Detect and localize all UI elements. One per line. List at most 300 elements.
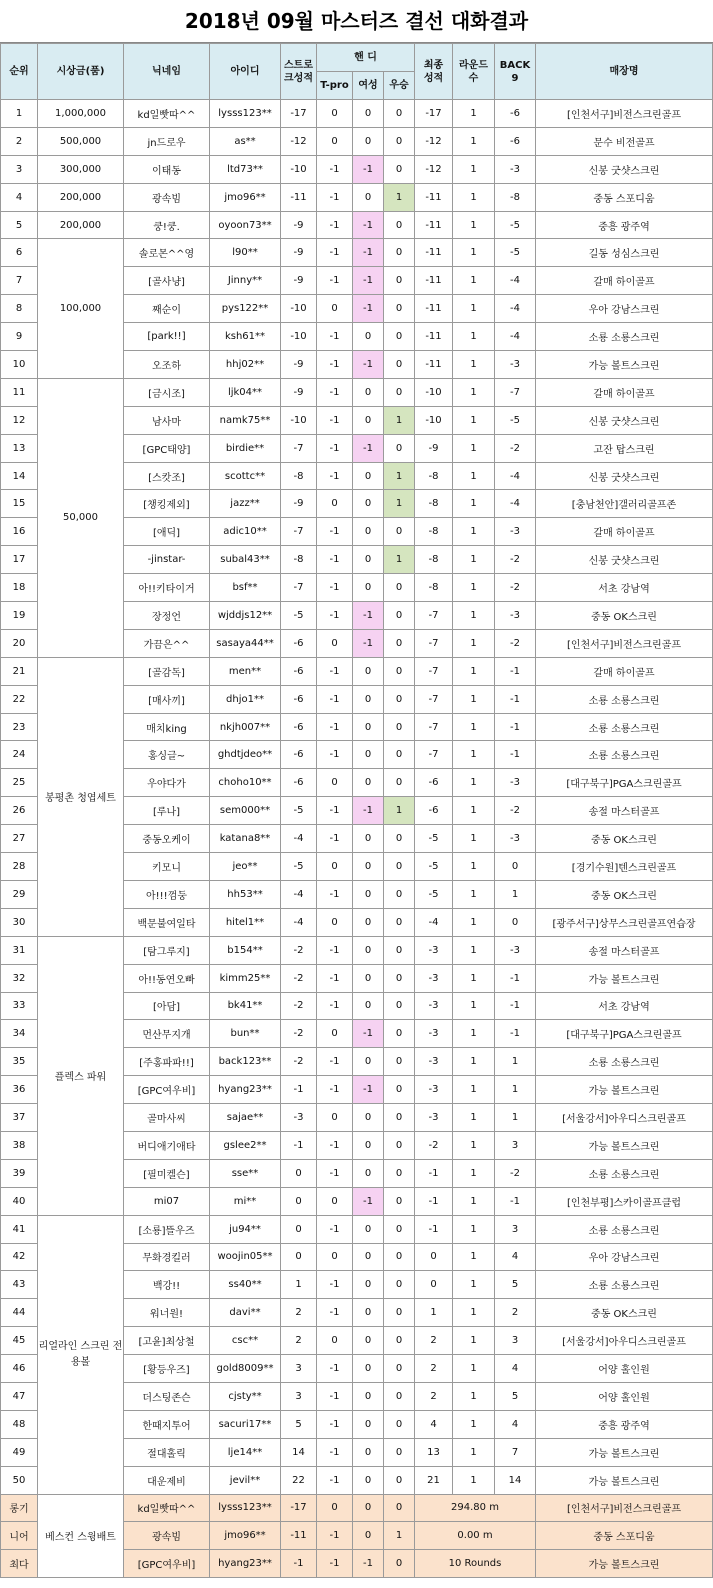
tpro-cell: -1 xyxy=(317,351,353,379)
winner-cell: 0 xyxy=(384,1355,415,1383)
id-cell: ljk04** xyxy=(210,378,281,406)
rounds-cell: 1 xyxy=(453,1020,495,1048)
nickname-cell: 더스팅존슨 xyxy=(124,1382,210,1410)
winner-cell: 0 xyxy=(384,378,415,406)
rank-cell: 13 xyxy=(1,434,38,462)
header-handicap: 핸 디 xyxy=(317,44,415,72)
stroke-cell: -10 xyxy=(281,406,317,434)
header-stroke xyxy=(281,44,317,100)
rounds-cell: 1 xyxy=(453,602,495,630)
header-stroke-line2: 크성적 xyxy=(284,72,313,84)
nickname-cell: [필미켈슨] xyxy=(124,1159,210,1187)
award-winner-cell: 1 xyxy=(384,1522,415,1550)
stroke-cell: -5 xyxy=(281,853,317,881)
female-cell: -1 xyxy=(353,602,384,630)
rounds-cell: 1 xyxy=(453,825,495,853)
winner-cell: 0 xyxy=(384,295,415,323)
id-cell: ss40** xyxy=(210,1271,281,1299)
female-cell: -1 xyxy=(353,1076,384,1104)
tpro-cell: -1 xyxy=(317,323,353,351)
header-female: 여성 xyxy=(353,72,384,100)
id-cell: sem000** xyxy=(210,797,281,825)
winner-cell: 0 xyxy=(384,211,415,239)
rank-cell: 45 xyxy=(1,1327,38,1355)
tpro-cell: -1 xyxy=(317,183,353,211)
winner-cell: 1 xyxy=(384,183,415,211)
back9-cell: -8 xyxy=(495,183,536,211)
back9-cell: -1 xyxy=(495,685,536,713)
female-cell: 0 xyxy=(353,574,384,602)
female-cell: 0 xyxy=(353,713,384,741)
final-cell: -11 xyxy=(415,351,453,379)
rounds-cell: 1 xyxy=(453,1299,495,1327)
rank-cell: 23 xyxy=(1,713,38,741)
winner-cell: 0 xyxy=(384,323,415,351)
back9-cell: -1 xyxy=(495,992,536,1020)
stroke-cell: 1 xyxy=(281,1271,317,1299)
id-cell: gslee2** xyxy=(210,1131,281,1159)
store-cell: 서초 강남역 xyxy=(536,992,713,1020)
id-cell: sasaya44** xyxy=(210,629,281,657)
award-nickname-cell: 광속빔 xyxy=(124,1522,210,1550)
stroke-cell: -5 xyxy=(281,797,317,825)
tpro-cell: -1 xyxy=(317,992,353,1020)
back9-cell: -1 xyxy=(495,713,536,741)
header-back9 xyxy=(495,44,536,100)
back9-cell: 1 xyxy=(495,1104,536,1132)
rank-cell: 29 xyxy=(1,880,38,908)
id-cell: men** xyxy=(210,657,281,685)
store-cell: 중동 OK스크린 xyxy=(536,880,713,908)
back9-cell: -3 xyxy=(495,155,536,183)
winner-cell: 0 xyxy=(384,1131,415,1159)
back9-cell: -4 xyxy=(495,462,536,490)
rank-cell: 7 xyxy=(1,267,38,295)
rounds-cell: 1 xyxy=(453,769,495,797)
store-cell: 가능 볼트스크린 xyxy=(536,351,713,379)
female-cell: 0 xyxy=(353,1327,384,1355)
rank-cell: 10 xyxy=(1,351,38,379)
store-cell: [충남천안]갤러리골프존 xyxy=(536,490,713,518)
id-cell: b154** xyxy=(210,936,281,964)
tpro-cell: -1 xyxy=(317,267,353,295)
nickname-cell: 백문불여일타 xyxy=(124,908,210,936)
store-cell: 가능 볼트스크린 xyxy=(536,1131,713,1159)
header-final xyxy=(415,44,453,100)
rounds-cell: 1 xyxy=(453,1355,495,1383)
back9-cell: 2 xyxy=(495,1299,536,1327)
final-cell: -11 xyxy=(415,267,453,295)
award-row xyxy=(1,1494,713,1522)
tpro-cell: -1 xyxy=(317,1271,353,1299)
header-rounds xyxy=(453,44,495,100)
final-cell: 21 xyxy=(415,1466,453,1494)
store-cell: 어양 홀인원 xyxy=(536,1355,713,1383)
nickname-cell: 아!!동연오빠 xyxy=(124,964,210,992)
id-cell: csc** xyxy=(210,1327,281,1355)
back9-cell: -3 xyxy=(495,602,536,630)
female-cell: -1 xyxy=(353,155,384,183)
rank-cell: 28 xyxy=(1,853,38,881)
id-cell: ltd73** xyxy=(210,155,281,183)
stroke-cell: -9 xyxy=(281,378,317,406)
female-cell: 0 xyxy=(353,769,384,797)
rank-cell: 3 xyxy=(1,155,38,183)
rounds-cell: 1 xyxy=(453,1131,495,1159)
id-cell: l90** xyxy=(210,239,281,267)
store-cell: 소룡 소룡스크린 xyxy=(536,713,713,741)
nickname-cell: mi07 xyxy=(124,1187,210,1215)
header-id: 아이디 xyxy=(210,44,281,100)
rounds-cell: 1 xyxy=(453,462,495,490)
rounds-cell: 1 xyxy=(453,378,495,406)
id-cell: jmo96** xyxy=(210,183,281,211)
back9-cell: -1 xyxy=(495,964,536,992)
female-cell: 0 xyxy=(353,127,384,155)
rank-cell: 31 xyxy=(1,936,38,964)
female-cell: 0 xyxy=(353,741,384,769)
winner-cell: 0 xyxy=(384,1466,415,1494)
stroke-cell: -8 xyxy=(281,462,317,490)
final-cell: -3 xyxy=(415,1104,453,1132)
back9-cell: -4 xyxy=(495,267,536,295)
nickname-cell: [금시조] xyxy=(124,378,210,406)
rank-cell: 37 xyxy=(1,1104,38,1132)
store-cell: 어양 홀인원 xyxy=(536,1382,713,1410)
final-cell: -5 xyxy=(415,853,453,881)
rank-cell: 32 xyxy=(1,964,38,992)
female-cell: -1 xyxy=(353,211,384,239)
final-cell: -6 xyxy=(415,797,453,825)
winner-cell: 0 xyxy=(384,713,415,741)
table-row xyxy=(1,1215,713,1243)
tpro-cell: -1 xyxy=(317,936,353,964)
final-cell: 2 xyxy=(415,1355,453,1383)
female-cell: -1 xyxy=(353,1020,384,1048)
female-cell: 0 xyxy=(353,657,384,685)
final-cell: -3 xyxy=(415,964,453,992)
award-tpro-cell: -1 xyxy=(317,1550,353,1578)
store-cell: 가능 볼트스크린 xyxy=(536,1438,713,1466)
rank-cell: 5 xyxy=(1,211,38,239)
rank-cell: 6 xyxy=(1,239,38,267)
award-female-cell: -1 xyxy=(353,1550,384,1578)
winner-cell: 0 xyxy=(384,267,415,295)
final-cell: -8 xyxy=(415,574,453,602)
prize-cell: 100,000 xyxy=(38,239,124,378)
nickname-cell: 쿵!쿵. xyxy=(124,211,210,239)
tpro-cell: 0 xyxy=(317,629,353,657)
id-cell: as** xyxy=(210,127,281,155)
stroke-cell: -2 xyxy=(281,1048,317,1076)
header-stroke-line1: 스트로 xyxy=(284,59,313,71)
tpro-cell: 0 xyxy=(317,1020,353,1048)
id-cell: jazz** xyxy=(210,490,281,518)
award-id-cell: lysss123** xyxy=(210,1494,281,1522)
winner-cell: 0 xyxy=(384,1215,415,1243)
nickname-cell: jn드로우 xyxy=(124,127,210,155)
stroke-cell: -12 xyxy=(281,127,317,155)
nickname-cell: 광속빔 xyxy=(124,183,210,211)
nickname-cell: 중동오케이 xyxy=(124,825,210,853)
winner-cell: 0 xyxy=(384,992,415,1020)
female-cell: 0 xyxy=(353,518,384,546)
final-cell: 13 xyxy=(415,1438,453,1466)
stroke-cell: -1 xyxy=(281,1076,317,1104)
results-table xyxy=(0,43,713,1578)
id-cell: lysss123** xyxy=(210,100,281,128)
back9-cell: -4 xyxy=(495,490,536,518)
nickname-cell: [루나] xyxy=(124,797,210,825)
award-tpro-cell: 0 xyxy=(317,1494,353,1522)
store-cell: [인천부평]스카이골프클럽 xyxy=(536,1187,713,1215)
final-cell: -3 xyxy=(415,1076,453,1104)
rounds-cell: 1 xyxy=(453,1466,495,1494)
rounds-cell: 1 xyxy=(453,1076,495,1104)
stroke-cell: -11 xyxy=(281,183,317,211)
nickname-cell: -jinstar- xyxy=(124,546,210,574)
stroke-cell: -9 xyxy=(281,239,317,267)
stroke-cell: -1 xyxy=(281,1131,317,1159)
id-cell: oyoon73** xyxy=(210,211,281,239)
page-title: 2018년 09월 마스터즈 결선 대화결과 xyxy=(0,0,713,43)
id-cell: bun** xyxy=(210,1020,281,1048)
table-row xyxy=(1,936,713,964)
id-cell: ksh61** xyxy=(210,323,281,351)
rank-cell: 42 xyxy=(1,1243,38,1271)
final-cell: -17 xyxy=(415,100,453,128)
rounds-cell: 1 xyxy=(453,351,495,379)
store-cell: 송절 마스터골프 xyxy=(536,797,713,825)
final-cell: -12 xyxy=(415,155,453,183)
female-cell: 0 xyxy=(353,1131,384,1159)
female-cell: 0 xyxy=(353,1215,384,1243)
table-row xyxy=(1,183,713,211)
rounds-cell: 1 xyxy=(453,1410,495,1438)
final-cell: -5 xyxy=(415,880,453,908)
store-cell: 서초 강남역 xyxy=(536,574,713,602)
stroke-cell: -10 xyxy=(281,323,317,351)
rank-cell: 50 xyxy=(1,1466,38,1494)
id-cell: birdie** xyxy=(210,434,281,462)
rank-cell: 14 xyxy=(1,462,38,490)
stroke-cell: 0 xyxy=(281,1187,317,1215)
prize-cell: 50,000 xyxy=(38,378,124,657)
stroke-cell: 0 xyxy=(281,1243,317,1271)
stroke-cell: -2 xyxy=(281,964,317,992)
back9-cell: 4 xyxy=(495,1410,536,1438)
store-cell: 신봉 굿샷스크린 xyxy=(536,155,713,183)
stroke-cell: -17 xyxy=(281,100,317,128)
tpro-cell: -1 xyxy=(317,1355,353,1383)
table-row xyxy=(1,657,713,685)
award-id-cell: hyang23** xyxy=(210,1550,281,1578)
final-cell: 4 xyxy=(415,1410,453,1438)
nickname-cell: [GPC태양] xyxy=(124,434,210,462)
rounds-cell: 1 xyxy=(453,295,495,323)
tpro-cell: 0 xyxy=(317,1104,353,1132)
rank-cell: 25 xyxy=(1,769,38,797)
final-cell: -4 xyxy=(415,908,453,936)
rank-cell: 30 xyxy=(1,908,38,936)
stroke-cell: -7 xyxy=(281,434,317,462)
id-cell: katana8** xyxy=(210,825,281,853)
rounds-cell: 1 xyxy=(453,518,495,546)
award-record-cell: 294.80 m xyxy=(415,1494,536,1522)
id-cell: hh53** xyxy=(210,880,281,908)
nickname-cell: [챙킹제외] xyxy=(124,490,210,518)
stroke-cell: -4 xyxy=(281,880,317,908)
id-cell: lje14** xyxy=(210,1438,281,1466)
store-cell: 갈매 하이골프 xyxy=(536,267,713,295)
female-cell: 0 xyxy=(353,685,384,713)
back9-cell: 1 xyxy=(495,1048,536,1076)
final-cell: -6 xyxy=(415,769,453,797)
header-rounds-line2: 수 xyxy=(468,72,479,84)
tpro-cell: -1 xyxy=(317,880,353,908)
id-cell: wjddjs12** xyxy=(210,602,281,630)
female-cell: 0 xyxy=(353,546,384,574)
rank-cell: 22 xyxy=(1,685,38,713)
rank-cell: 35 xyxy=(1,1048,38,1076)
tpro-cell: -1 xyxy=(317,211,353,239)
female-cell: -1 xyxy=(353,629,384,657)
winner-cell: 0 xyxy=(384,1271,415,1299)
female-cell: -1 xyxy=(353,797,384,825)
prize-cell: 플렉스 파워 xyxy=(38,936,124,1215)
rank-cell: 39 xyxy=(1,1159,38,1187)
prize-cell: 봉평촌 청엽세트 xyxy=(38,657,124,936)
header-final-line1: 최종 xyxy=(423,59,444,71)
rank-cell: 17 xyxy=(1,546,38,574)
store-cell: [경기수원]텐스크린골프 xyxy=(536,853,713,881)
store-cell: 중흥 광주역 xyxy=(536,1410,713,1438)
final-cell: -7 xyxy=(415,657,453,685)
rank-cell: 47 xyxy=(1,1382,38,1410)
award-id-cell: jmo96** xyxy=(210,1522,281,1550)
rank-cell: 34 xyxy=(1,1020,38,1048)
female-cell: 0 xyxy=(353,1299,384,1327)
stroke-cell: -4 xyxy=(281,825,317,853)
rank-cell: 44 xyxy=(1,1299,38,1327)
nickname-cell: 우야다가 xyxy=(124,769,210,797)
back9-cell: -5 xyxy=(495,239,536,267)
female-cell: 0 xyxy=(353,1104,384,1132)
female-cell: 0 xyxy=(353,100,384,128)
female-cell: 0 xyxy=(353,1271,384,1299)
id-cell: gold8009** xyxy=(210,1355,281,1383)
stroke-cell: 2 xyxy=(281,1299,317,1327)
winner-cell: 1 xyxy=(384,462,415,490)
award-nickname-cell: kd일빳따^^ xyxy=(124,1494,210,1522)
nickname-cell: 버디애기애타 xyxy=(124,1131,210,1159)
back9-cell: 3 xyxy=(495,1215,536,1243)
female-cell: 0 xyxy=(353,1410,384,1438)
nickname-cell: 골마사씨 xyxy=(124,1104,210,1132)
nickname-cell: 무화경킬러 xyxy=(124,1243,210,1271)
award-label-cell: 최다 xyxy=(1,1550,38,1578)
female-cell: -1 xyxy=(353,239,384,267)
store-cell: [대구북구]PGA스크린골프 xyxy=(536,769,713,797)
award-tpro-cell: -1 xyxy=(317,1522,353,1550)
tpro-cell: 0 xyxy=(317,490,353,518)
tpro-cell: -1 xyxy=(317,1076,353,1104)
back9-cell: 5 xyxy=(495,1271,536,1299)
rank-cell: 16 xyxy=(1,518,38,546)
store-cell: [서울강서]아우디스크린골프 xyxy=(536,1327,713,1355)
nickname-cell: 절대홀릭 xyxy=(124,1438,210,1466)
female-cell: 0 xyxy=(353,1382,384,1410)
prize-cell: 300,000 xyxy=(38,155,124,183)
stroke-cell: -8 xyxy=(281,546,317,574)
tpro-cell: -1 xyxy=(317,155,353,183)
back9-cell: 5 xyxy=(495,1382,536,1410)
tpro-cell: 0 xyxy=(317,1327,353,1355)
winner-cell: 0 xyxy=(384,1438,415,1466)
header-nickname: 닉네임 xyxy=(124,44,210,100)
tpro-cell: -1 xyxy=(317,657,353,685)
rank-cell: 48 xyxy=(1,1410,38,1438)
store-cell: 가능 볼트스크린 xyxy=(536,1076,713,1104)
final-cell: -1 xyxy=(415,1159,453,1187)
stroke-cell: -2 xyxy=(281,992,317,1020)
final-cell: -3 xyxy=(415,992,453,1020)
rounds-cell: 1 xyxy=(453,1438,495,1466)
table-row xyxy=(1,155,713,183)
winner-cell: 0 xyxy=(384,1243,415,1271)
female-cell: 0 xyxy=(353,462,384,490)
back9-cell: -2 xyxy=(495,629,536,657)
final-cell: -12 xyxy=(415,127,453,155)
winner-cell: 0 xyxy=(384,351,415,379)
stroke-cell: 5 xyxy=(281,1410,317,1438)
prize-cell: 1,000,000 xyxy=(38,100,124,128)
back9-cell: -6 xyxy=(495,127,536,155)
nickname-cell: 홍싱글~ xyxy=(124,741,210,769)
rounds-cell: 1 xyxy=(453,1048,495,1076)
rank-cell: 4 xyxy=(1,183,38,211)
store-cell: 소룡 소룡스크린 xyxy=(536,1215,713,1243)
id-cell: dhjo1** xyxy=(210,685,281,713)
back9-cell: 3 xyxy=(495,1327,536,1355)
final-cell: -3 xyxy=(415,1048,453,1076)
rounds-cell: 1 xyxy=(453,741,495,769)
id-cell: cjsty** xyxy=(210,1382,281,1410)
nickname-cell: [GPC여우비] xyxy=(124,1076,210,1104)
id-cell: choho10** xyxy=(210,769,281,797)
stroke-cell: -2 xyxy=(281,936,317,964)
stroke-cell: -6 xyxy=(281,629,317,657)
award-label-cell: 니어 xyxy=(1,1522,38,1550)
rounds-cell: 1 xyxy=(453,434,495,462)
stroke-cell: -6 xyxy=(281,741,317,769)
female-cell: -1 xyxy=(353,434,384,462)
id-cell: scottc** xyxy=(210,462,281,490)
winner-cell: 0 xyxy=(384,127,415,155)
tpro-cell: -1 xyxy=(317,1299,353,1327)
back9-cell: 1 xyxy=(495,1076,536,1104)
id-cell: jevil** xyxy=(210,1466,281,1494)
rounds-cell: 1 xyxy=(453,323,495,351)
stroke-cell: -9 xyxy=(281,351,317,379)
female-cell: 0 xyxy=(353,1048,384,1076)
tpro-cell: -1 xyxy=(317,546,353,574)
prize-cell: 리얼라인 스크린 전용볼 xyxy=(38,1215,124,1494)
rounds-cell: 1 xyxy=(453,406,495,434)
stroke-cell: -4 xyxy=(281,908,317,936)
stroke-cell: 0 xyxy=(281,1159,317,1187)
back9-cell: -7 xyxy=(495,378,536,406)
